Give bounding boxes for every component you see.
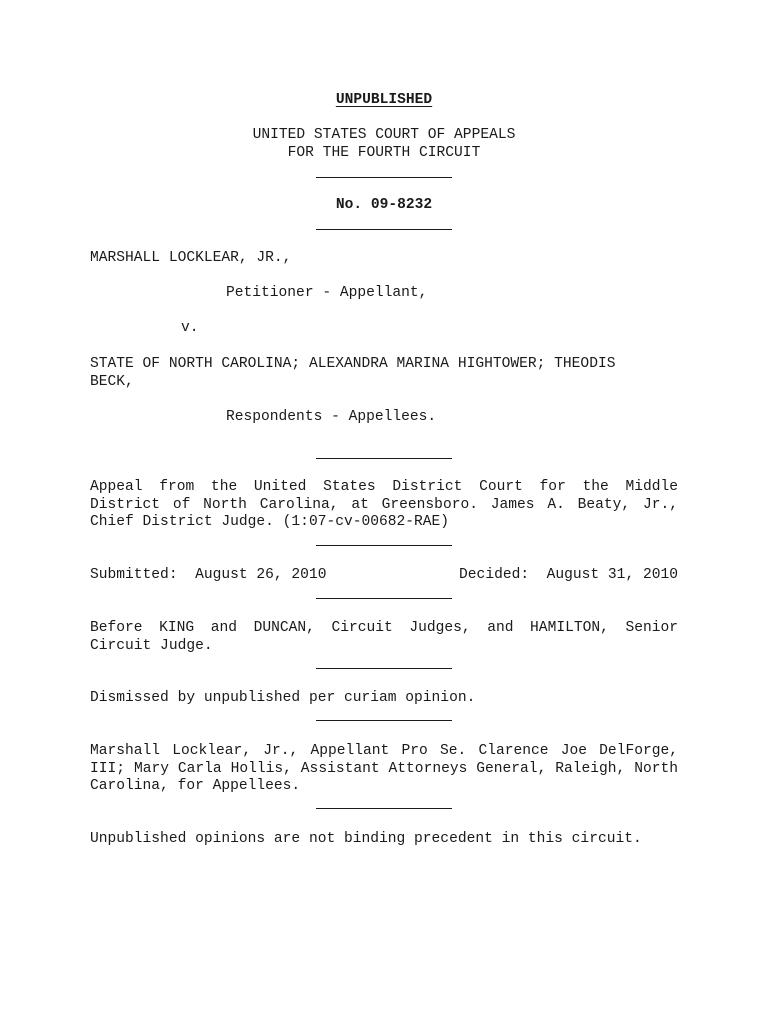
divider <box>316 668 452 669</box>
disposition-paragraph: Dismissed by unpublished per curiam opinion. <box>90 690 476 706</box>
appeal-paragraph: Appeal from the United States District Court for the Middle District of North Carolina, at Greensboro. James A. Beaty, Jr., Chief District Judge. (1:07-cv-00682-RAE) <box>90 479 678 530</box>
versus: v. <box>181 320 199 336</box>
court-name-line2: FOR THE FOURTH CIRCUIT <box>287 145 481 161</box>
panel-paragraph: Before KING and DUNCAN, Circuit Judges, and HAMILTON, Senior Circuit Judge. <box>90 620 678 654</box>
divider <box>316 458 452 459</box>
divider <box>316 598 452 599</box>
divider <box>316 808 452 809</box>
divider <box>316 229 452 230</box>
publication-status: UNPUBLISHED <box>335 92 433 108</box>
respondents-role: Respondents - Appellees. <box>226 409 437 425</box>
decided-date: Decided: August 31, 2010 <box>459 567 678 583</box>
petitioner-role: Petitioner - Appellant, <box>226 285 428 301</box>
respondents-line2: BECK, <box>90 374 134 390</box>
court-name-line1: UNITED STATES COURT OF APPEALS <box>252 127 516 143</box>
submitted-date: Submitted: August 26, 2010 <box>90 567 327 583</box>
dates-row <box>90 567 678 585</box>
respondents-line1: STATE OF NORTH CAROLINA; ALEXANDRA MARINA HIGHTOWER; THEODIS <box>90 356 616 372</box>
precedent-note: Unpublished opinions are not binding precedent in this circuit. <box>90 831 642 847</box>
divider <box>316 720 452 721</box>
case-number: No. 09-8232 <box>335 197 433 213</box>
divider <box>316 177 452 178</box>
petitioner-name: MARSHALL LOCKLEAR, JR., <box>90 250 292 266</box>
divider <box>316 545 452 546</box>
counsel-paragraph: Marshall Locklear, Jr., Appellant Pro Se. Clarence Joe DelForge, III; Mary Carla Hollis, Assistant Attorneys General, Raleigh, North Carolina, for Appellees. <box>90 743 678 794</box>
